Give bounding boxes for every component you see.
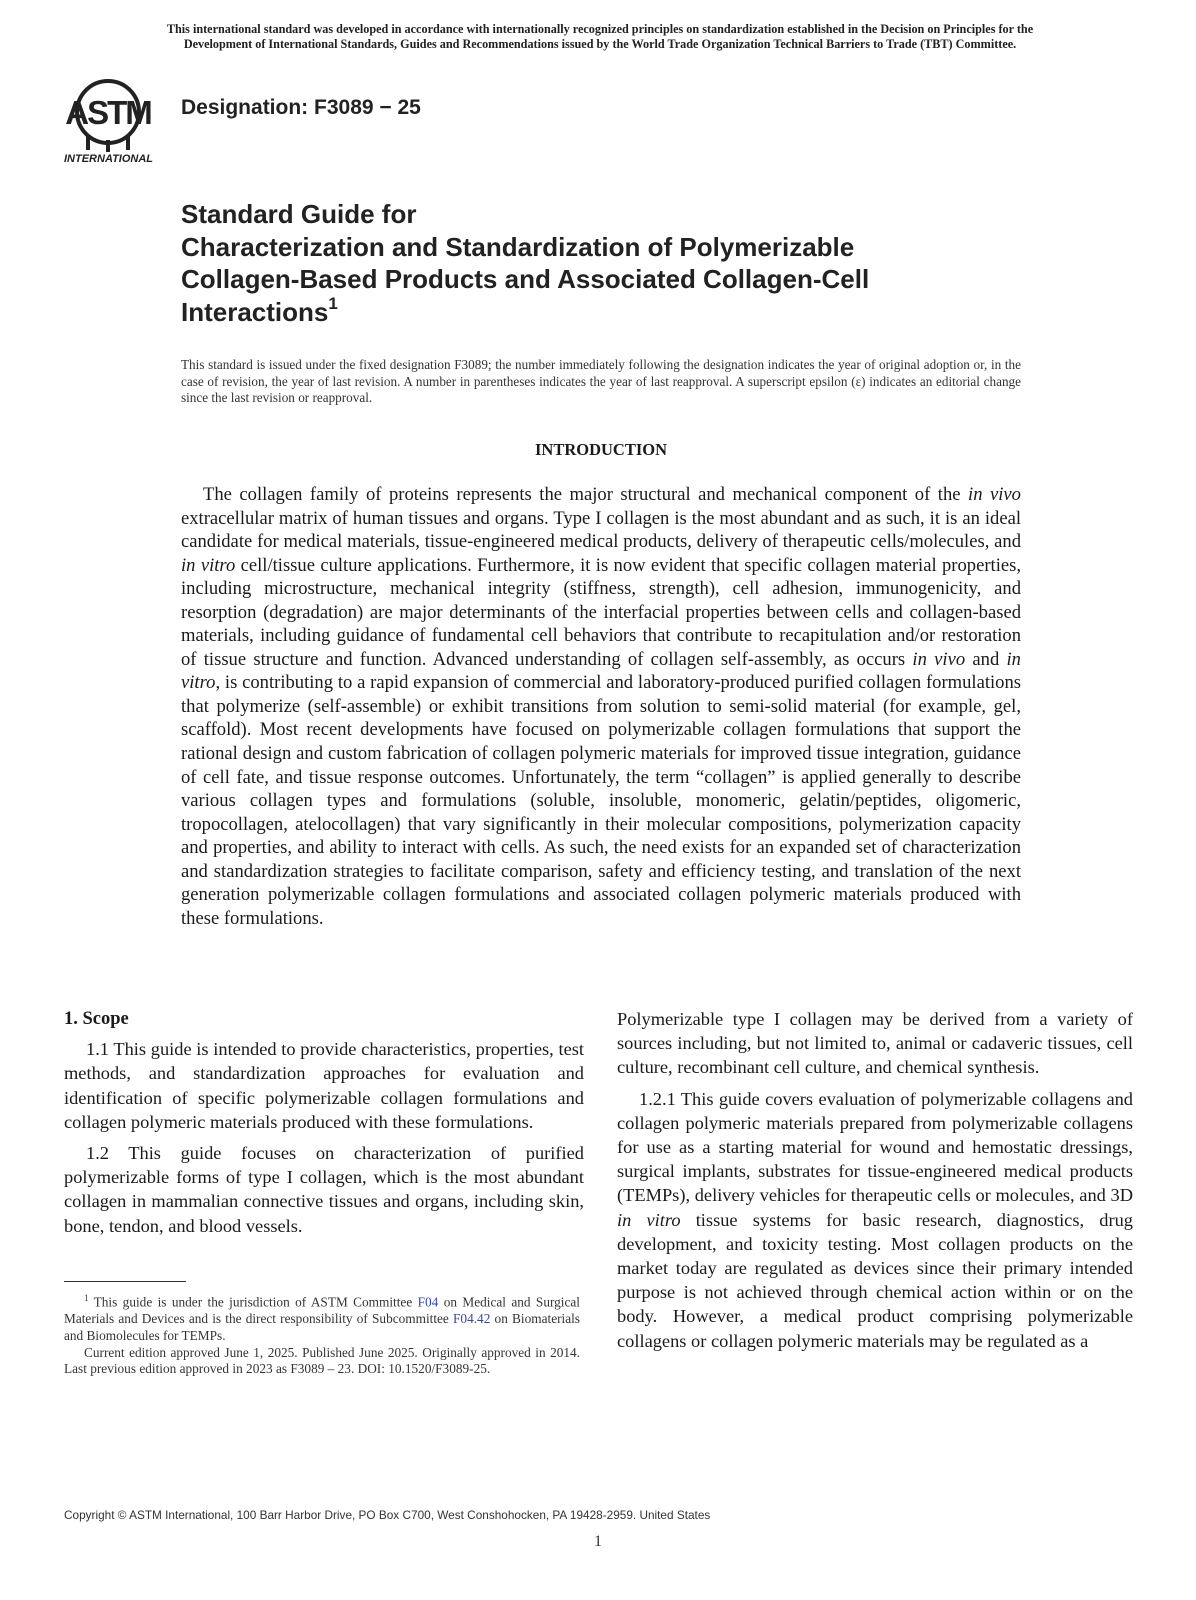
- intro-text-4: and: [965, 648, 1007, 670]
- intro-italic-3: in vivo: [912, 648, 966, 670]
- introduction: [181, 483, 1021, 930]
- scope-heading: 1. Scope: [64, 1009, 129, 1029]
- footnote-text-1: This guide is under the jurisdiction of ASTM Committee: [93, 1294, 418, 1310]
- copyright: Copyright © ASTM International, 100 Barr Harbor Drive, PO Box C700, West Conshohocken, PA 19428-2959. United States: [64, 1508, 711, 1522]
- title-line-4: Interactions: [181, 296, 329, 327]
- title-line-2: Characterization and Standardization of Polymerizable: [181, 231, 855, 262]
- wto-notice-line-1: This international standard was developed in accordance with internationally recognized principles on standardization established in the Decision on Principles for the: [166, 22, 1034, 36]
- wto-notice: [60, 22, 1140, 52]
- intro-italic-2: in vitro: [181, 554, 236, 576]
- committee-link[interactable]: F04: [417, 1294, 439, 1310]
- intro-text-3: cell/tissue culture applications. Furthermore, it is now evident that specific collagen material properties, including microstructure, mechanical integrity (stiffness, strength), cell adhesion, immunogenicity, and resorption (degradation) are major determinants of the interfacial properties between cells and collagen-based materials, including guidance of fundamental cell behaviors that contribute to recapitulation and/or restoration of tissue structure and function. Advanced understanding of collagen self-assembly, as occurs: [181, 554, 1021, 670]
- intro-text-5: , is contributing to a rapid expansion of commercial and laboratory-produced purified collagen formulations that polymerize (self-assemble) or exhibit transitions from solution to semi-solid material (for example, gel, scaffold). Most recent developments have focused on polymerizable collagen formulations that support the rational design and custom fabrication of collagen polymeric materials for improved tissue integration, guidance of cell fate, and tissue response outcomes. Unfortunately, the term “collagen” is applied generally to describe various collagen types and formulations (soluble, insoluble, monomeric, gelatin/peptides, oligomeric, tropocollagen, atelocollagen) that vary significantly in their molecular compositions, polymerization capacity and properties, and ability to interact with cells. As such, the need exists for an expanded set of characterization and standardization strategies to facilitate comparison, safety and efficiency testing, and translation of the next generation polymerizable collagen formulations and associated collagen polymeric materials produced with these formulations.: [181, 672, 1021, 929]
- page-number: 1: [594, 1533, 602, 1550]
- para-1-2-1-italic: in vitro: [617, 1209, 681, 1230]
- footnote-text-3: on Biomaterials and Biomolecules for TEMPs.: [64, 1311, 580, 1343]
- issued-note: This standard is issued under the fixed designation F3089; the number immediately following the designation indicates the year of original adoption or, in the case of revision, the year of last revision. A number in parentheses indicates the year of last reapproval. A superscript epsilon (ε) indicates an editorial change since the last revision or reapproval.: [181, 357, 1021, 406]
- astm-logo: [62, 78, 170, 166]
- footnote: [64, 1290, 580, 1378]
- footnote-text-2: on Medical and Surgical Materials and Devices and is the direct responsibility of Subcommittee: [64, 1294, 580, 1327]
- intro-text-2: extracellular matrix of human tissues and organs. Type I collagen is the most abundant and as such, it is an ideal candidate for medical materials, tissue-engineered medical products, delivery of therapeutic cells/molecules, and: [181, 507, 1021, 553]
- intro-italic-4: in vitro: [181, 648, 1021, 694]
- left-column: [64, 1007, 584, 1245]
- title-footnote-mark: 1: [328, 293, 338, 313]
- intro-text-1: The collagen family of proteins represents the major structural and mechanical component of the: [203, 484, 961, 505]
- right-column: [617, 1007, 1133, 1360]
- para-1-2: 1.2 This guide focuses on characterization of purified polymerizable forms of type I collagen, which is the most abundant collagen in mammalian connective tissues and organs, including skin, bone, tendon, and blood vessels.: [64, 1143, 584, 1236]
- para-1-1: 1.1 This guide is intended to provide characteristics, properties, test methods, and standardization approaches for evaluation and identification of specific polymerizable collagen formulations and collagen polymeric materials produced with these formulations.: [64, 1039, 584, 1132]
- para-1-2-1-text-b: tissue systems for basic research, diagnostics, drug development, and toxicity testing. Most collagen products on the market today are regulated as devices since their primary intended purpose is not achieved through chemical action within or on the body. However, a medical product comprising polymerizable collagens or collagen polymeric materials may be regulated as a: [617, 1209, 1133, 1351]
- document-title: [181, 198, 1081, 328]
- subcommittee-link[interactable]: F04.42: [453, 1311, 491, 1327]
- introduction-body: [181, 483, 1021, 930]
- intro-italic-1: in vivo: [968, 484, 1021, 505]
- astm-logo-icon: [62, 78, 170, 166]
- title-line-3: Collagen-Based Products and Associated Collagen-Cell: [181, 264, 870, 294]
- footnote-1: [64, 1290, 580, 1345]
- title-line-1: Standard Guide for: [181, 199, 417, 229]
- para-1-2-1-text-a: 1.2.1 This guide covers evaluation of polymerizable collagens and collagen polymeric materials prepared from polymerizable collagens for use as a starting material for wound and hemostatic dressings, surgical implants, substrates for tissue-engineered medical products (TEMPs), delivery vehicles for therapeutic cells or molecules, and 3D: [617, 1088, 1133, 1206]
- introduction-heading: INTRODUCTION: [534, 440, 668, 459]
- footnote-mark: 1: [84, 1293, 89, 1303]
- logo-letters: ASTM: [65, 94, 151, 131]
- footnote-divider: [64, 1281, 186, 1282]
- wto-notice-line-2: Development of International Standards, Guides and Recommendations issued by the World Trade Organization Technical Barriers to Trade (TBT) Committee.: [183, 37, 1017, 51]
- para-1-2-1: [617, 1087, 1133, 1353]
- footnote-edition: Current edition approved June 1, 2025. Published June 2025. Originally approved in 2014. Last previous edition approved in 2023 as F3089 – 23. DOI: 10.1520/F3089-25.: [64, 1344, 580, 1377]
- logo-subtitle: INTERNATIONAL: [64, 153, 154, 165]
- para-1-2-continued: Polymerizable type I collagen may be derived from a variety of sources including, but not limited to, animal or cadaveric tissues, cell culture, recombinant cell culture, and chemical synthesis.: [617, 1009, 1133, 1078]
- designation: Designation: F3089 − 25: [181, 96, 421, 119]
